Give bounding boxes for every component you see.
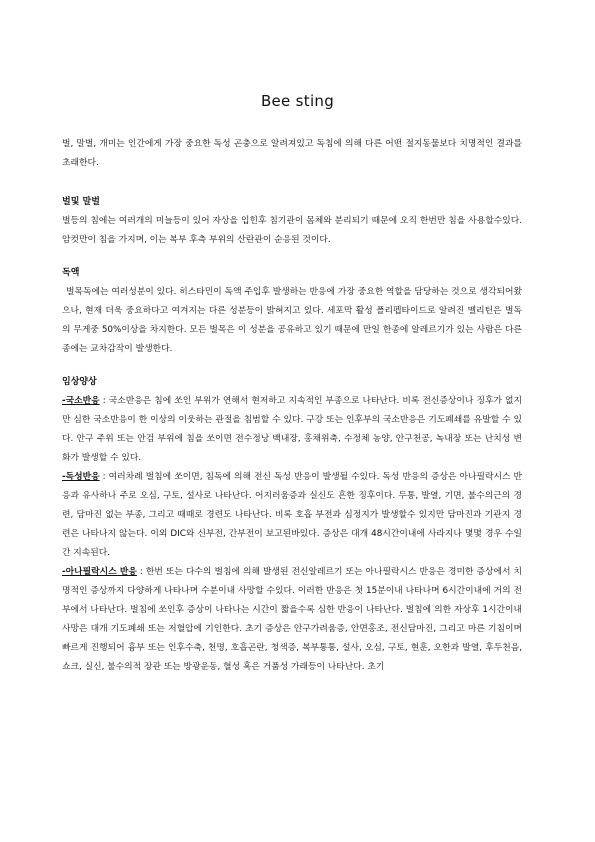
spacer	[62, 250, 522, 264]
document-title: Bee sting	[260, 92, 335, 110]
toxic-reaction-paragraph	[62, 468, 522, 563]
toxic-reaction-text: : 여러차례 벌침에 쏘이면, 침독에 의해 전신 독성 반응이 발생될 수있다. 독성 반응의 증상은 아나필락시스 반응과 유사하나 주로 오심, 구토, 설사로 나타난다. 어지러움증과 실신도 흔한 징후이다. 두통, 발열, 기면, 불수의근의 경련, 담마진 없는 부종, 그리고 때때로 경련도 나타난다. 비록 호흡 부전과 심정지가 발생할수 있지만 담마진과 기관지 경련은 나타나지 않는다. 이외 DIC와 신부전, 간부전이 보고된바있다. 증상은 대개 48시간이내에 사라지나 몇몇 경우 수일간 지속된다.	[62, 472, 522, 558]
document-body	[62, 135, 522, 677]
spacer	[62, 173, 522, 193]
section-heading-clinical: 임상양상	[62, 377, 97, 387]
anaphylaxis-paragraph	[62, 563, 522, 677]
spacer	[62, 359, 522, 373]
intro-paragraph: 벌, 말벌, 개미는 인간에게 가장 중요한 독성 곤충으로 알려져있고 독침에 의해 다른 어떤 절지동물보다 치명적인 결과를 초래한다.	[62, 139, 522, 168]
section-body-venom: 벌목독에는 여러성분이 있다. 히스타민이 독액 주입후 발생하는 반응에 가장 중요한 역할을 담당하는 것으로 생각되어왔으나, 현재 더욱 중요하다고 여겨지는 다른 성분등이 밝혀지고 있다. 세포막 활성 폴리펩타이드로 알려진 멜리틴은 벌독의 무게중 50%이상을 차지한다. 모든 벌목은 이 성분을 공유하고 있기 때문에 만일 한종에 알레르기가 있는 사람은 다른종에는 교차감작이 발생한다.	[62, 287, 522, 354]
section-heading-venom: 독액	[62, 268, 80, 278]
local-reaction-paragraph	[62, 392, 522, 468]
anaphylaxis-text: : 한번 또는 다수의 벌침에 의해 발생된 전신알레르기 또는 아나필락시스 반응은 경미한 증상에서 치명적인 증상까지 다양하게 나타나며 수분이내 사망할 수있다. 이러한 반응은 첫 15분이내 나타나며 6시간이내에 거의 전부에서 나타난다. 벌침에 쏘인후 증상이 나타나는 시간이 짧을수록 심한 반응이 나타난다. 벌침에 의한 자상후 1시간이내 사망은 대개 기도폐쇄 또는 저혈압에 기인한다. 초기 증상은 안구가려움증, 안면홍조, 전신담마진, 그리고 마른 기침이며 빠르게 진행되어 흉부 또는 인후수축, 천명, 호흡곤란, 청색증, 복부통통, 설사, 오심, 구토, 현훈, 오한과 발열, 후두천음, 쇼크, 실신, 불수의적 장관 또는 방광운동, 혈성 혹은 거품성 가래등이 나타난다. 초기	[62, 567, 522, 672]
anaphylaxis-term: -아나필락시스 반응	[62, 567, 137, 577]
local-reaction-term: -국소반응	[62, 396, 100, 406]
local-reaction-text: : 국소반응은 침에 쏘인 부위가 연해서 현저하고 지속적인 부종으로 나타난다. 비록 전신증상이나 징후가 없지만 심한 국소반응이 한 이상의 이웃하는 관절을 침범할 수 있다. 구강 또는 인후부의 국소반응은 기도폐쇄를 유발할 수 있다. 안구 주위 또는 안검 부위에 침을 쏘이면 전수정낭 백내장, 홍채위축, 수정체 농양, 안구천공, 녹내장 또는 난치성 변화가 발생할 수 있다.	[62, 396, 522, 463]
section-heading-bees: 벌및 말벌	[62, 197, 100, 207]
section-body-bees: 벌등의 침에는 여러개의 미늘등이 있어 자상을 입힌후 침기관이 몸체와 분리되기 때문에 오직 한번만 침을 사용할수있다. 암컷만이 침을 가지며, 이는 복부 후측 부위의 산란관이 순응된 것이다.	[62, 216, 522, 245]
toxic-reaction-term: -독성반응	[62, 472, 100, 482]
